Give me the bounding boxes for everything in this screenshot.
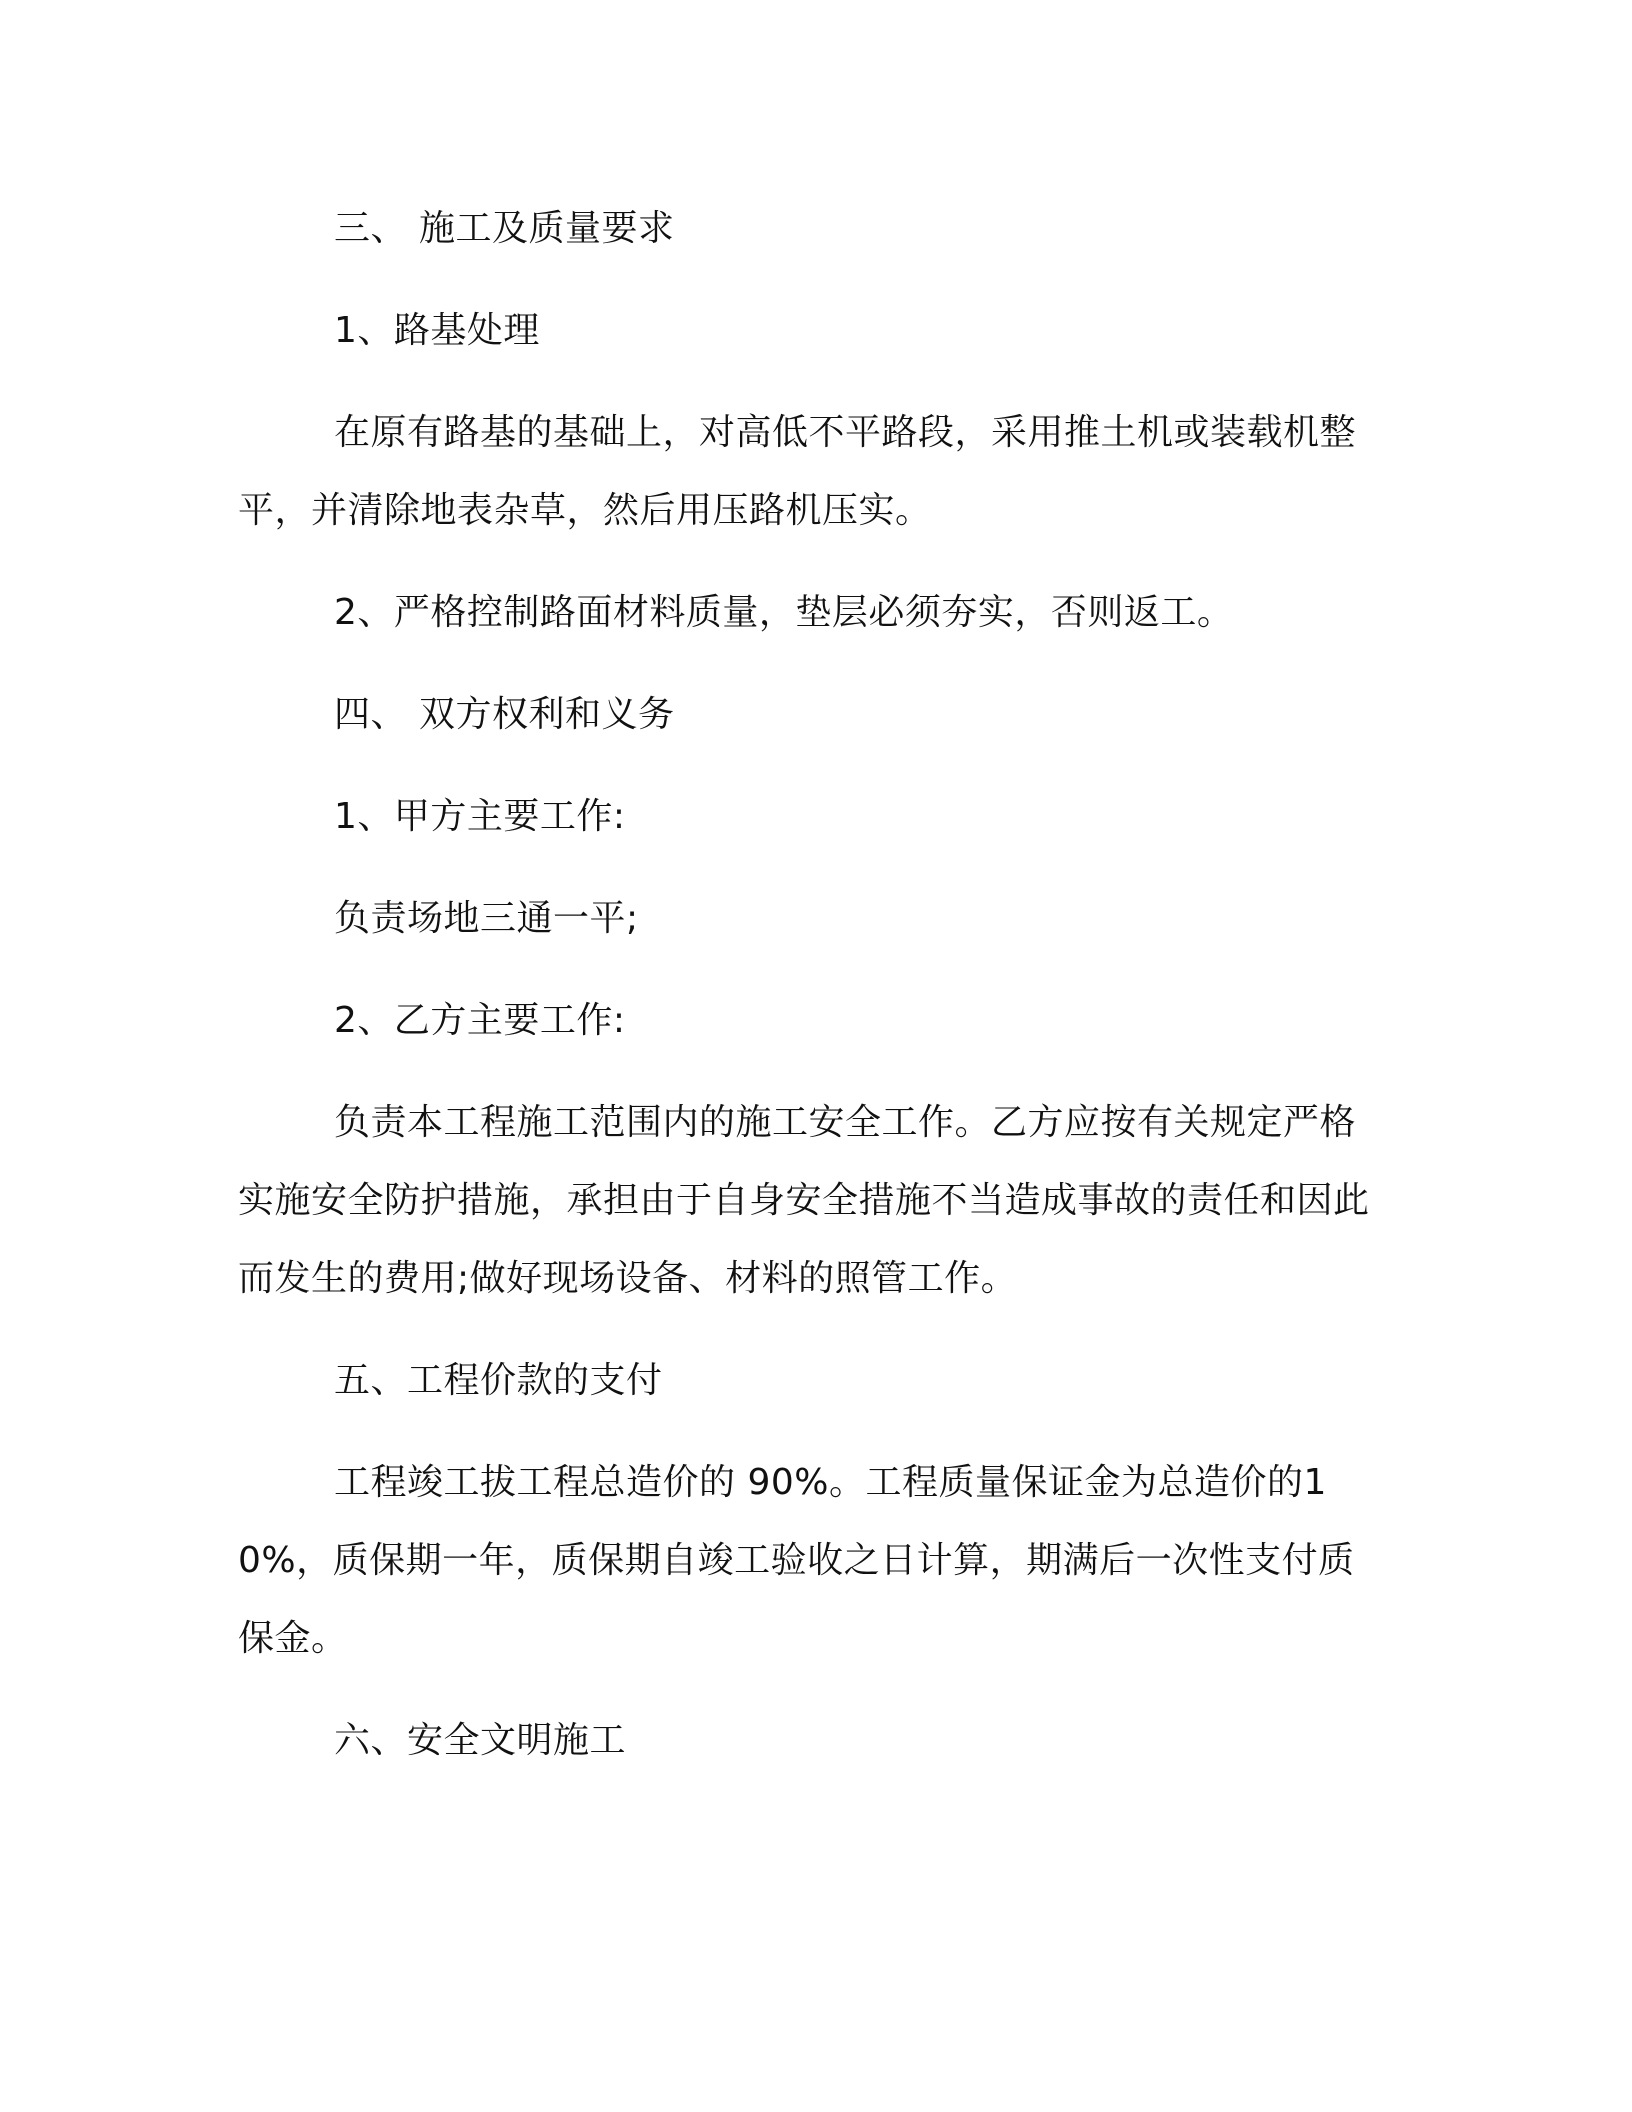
paragraph-material-quality: 2、严格控制路面材料质量，垫层必须夯实，否则返工。 xyxy=(334,592,1234,633)
subheading-party-b-duties: 2、乙方主要工作: xyxy=(334,1000,626,1041)
paragraph-party-a-duties: 负责场地三通一平; xyxy=(334,898,639,939)
section-heading-construction-quality: 三、 施工及质量要求 xyxy=(334,208,675,249)
paragraph-party-b-duties: 负责本工程施工范围内的施工安全工作。乙方应按有关规定严格实施安全防护措施，承担由于自身安全措施不当造成事故的责任和因此而发生的费用;做好现场设备、材料的照管工作。 xyxy=(238,1102,1370,1299)
paragraph-roadbed-details: 在原有路基的基础上，对高低不平路段，采用推土机或装载机整平，并清除地表杂草，然后用压路机压实。 xyxy=(238,412,1357,531)
paragraph-payment-details: 工程竣工拔工程总造价的 90%。工程质量保证金为总造价的10%，质保期一年，质保期自竣工验收之日计算，期满后一次性支付质保金。 xyxy=(238,1462,1355,1659)
document-body xyxy=(238,190,1388,1780)
subheading-party-a-duties: 1、甲方主要工作: xyxy=(334,796,626,837)
section-heading-payment: 五、工程价款的支付 xyxy=(334,1360,663,1401)
section-heading-rights-obligations: 四、 双方权利和义务 xyxy=(334,694,675,735)
section-heading-safe-civilized-construction: 六、安全文明施工 xyxy=(334,1720,627,1761)
subheading-roadbed-treatment: 1、路基处理 xyxy=(334,310,540,351)
